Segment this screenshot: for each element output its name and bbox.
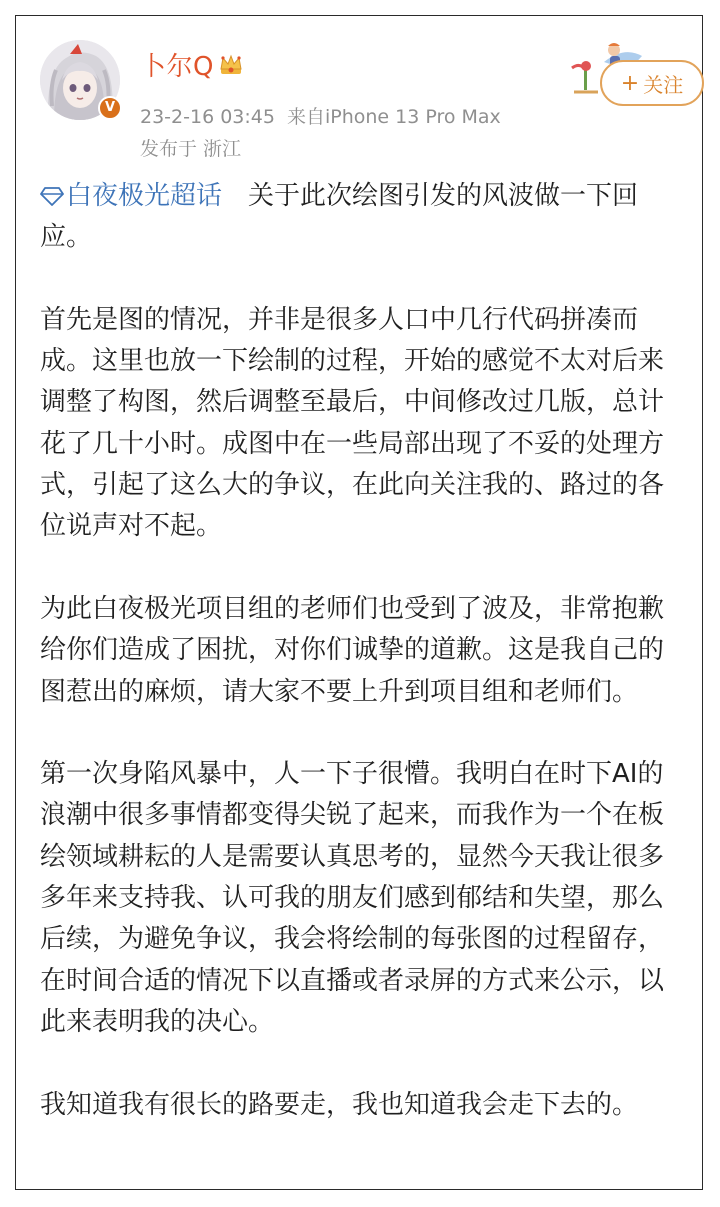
username[interactable]: 卜尔Q bbox=[140, 51, 214, 82]
plus-icon: + bbox=[620, 70, 640, 96]
paragraph-text: 关于此次绘图引发的风波做一下回应。 bbox=[40, 181, 639, 253]
username-row bbox=[140, 46, 244, 82]
paragraph: 我知道我有很长的路要走，我也知道我会走下去的。 bbox=[40, 1089, 639, 1120]
paragraph: 首先是图的情况，并非是很多人口中几行代码拼凑而成。这里也放一下绘制的过程，开始的感觉不太对后来调整了构图，然后调整至最后，中间修改过几版，总计花了几十小时。成图中在一些局部出现了不妥的处理方式，引起了这么大的争议，在此向关注我的、路过的各位说声对不起。 bbox=[40, 304, 665, 542]
paragraph: 为此白夜极光项目组的老师们也受到了波及，非常抱歉给你们造成了困扰，对你们诚挚的道歉。这是我自己的图惹出的麻烦，请大家不要上升到项目组和老师们。 bbox=[40, 593, 665, 707]
paragraph: 第一次身陷风暴中，人一下子很懵。我明白在时下AI的浪潮中很多事情都变得尖锐了起来，而我作为一个在板绘领域耕耘的人是需要认真思考的，显然今天我让很多多年来支持我、认可我的朋友们感到郁结和失望，那么后续，为避免争议，我会将绘制的每张图的过程留存，在时间合适的情况下以直播或者录屏的方式来公示，以此来表明我的决心。 bbox=[40, 759, 665, 1037]
topic-link[interactable] bbox=[40, 181, 222, 211]
post-header bbox=[40, 36, 684, 160]
follow-button-label: 关注 bbox=[643, 72, 684, 97]
post-card bbox=[15, 15, 703, 1190]
paragraph bbox=[40, 176, 680, 259]
verified-badge: V bbox=[98, 96, 122, 120]
follow-button[interactable] bbox=[600, 60, 704, 106]
crown-icon bbox=[218, 51, 244, 77]
post-source: 来自iPhone 13 Pro Max bbox=[286, 106, 501, 128]
post-timestamp: 23-2-16 03:45 bbox=[140, 106, 275, 128]
diamond-icon bbox=[40, 186, 64, 206]
post-location: 发布于 浙江 bbox=[140, 138, 242, 160]
post-meta bbox=[140, 102, 501, 129]
topic-label: 白夜极光超话 bbox=[66, 181, 223, 211]
post-content bbox=[40, 176, 680, 1126]
